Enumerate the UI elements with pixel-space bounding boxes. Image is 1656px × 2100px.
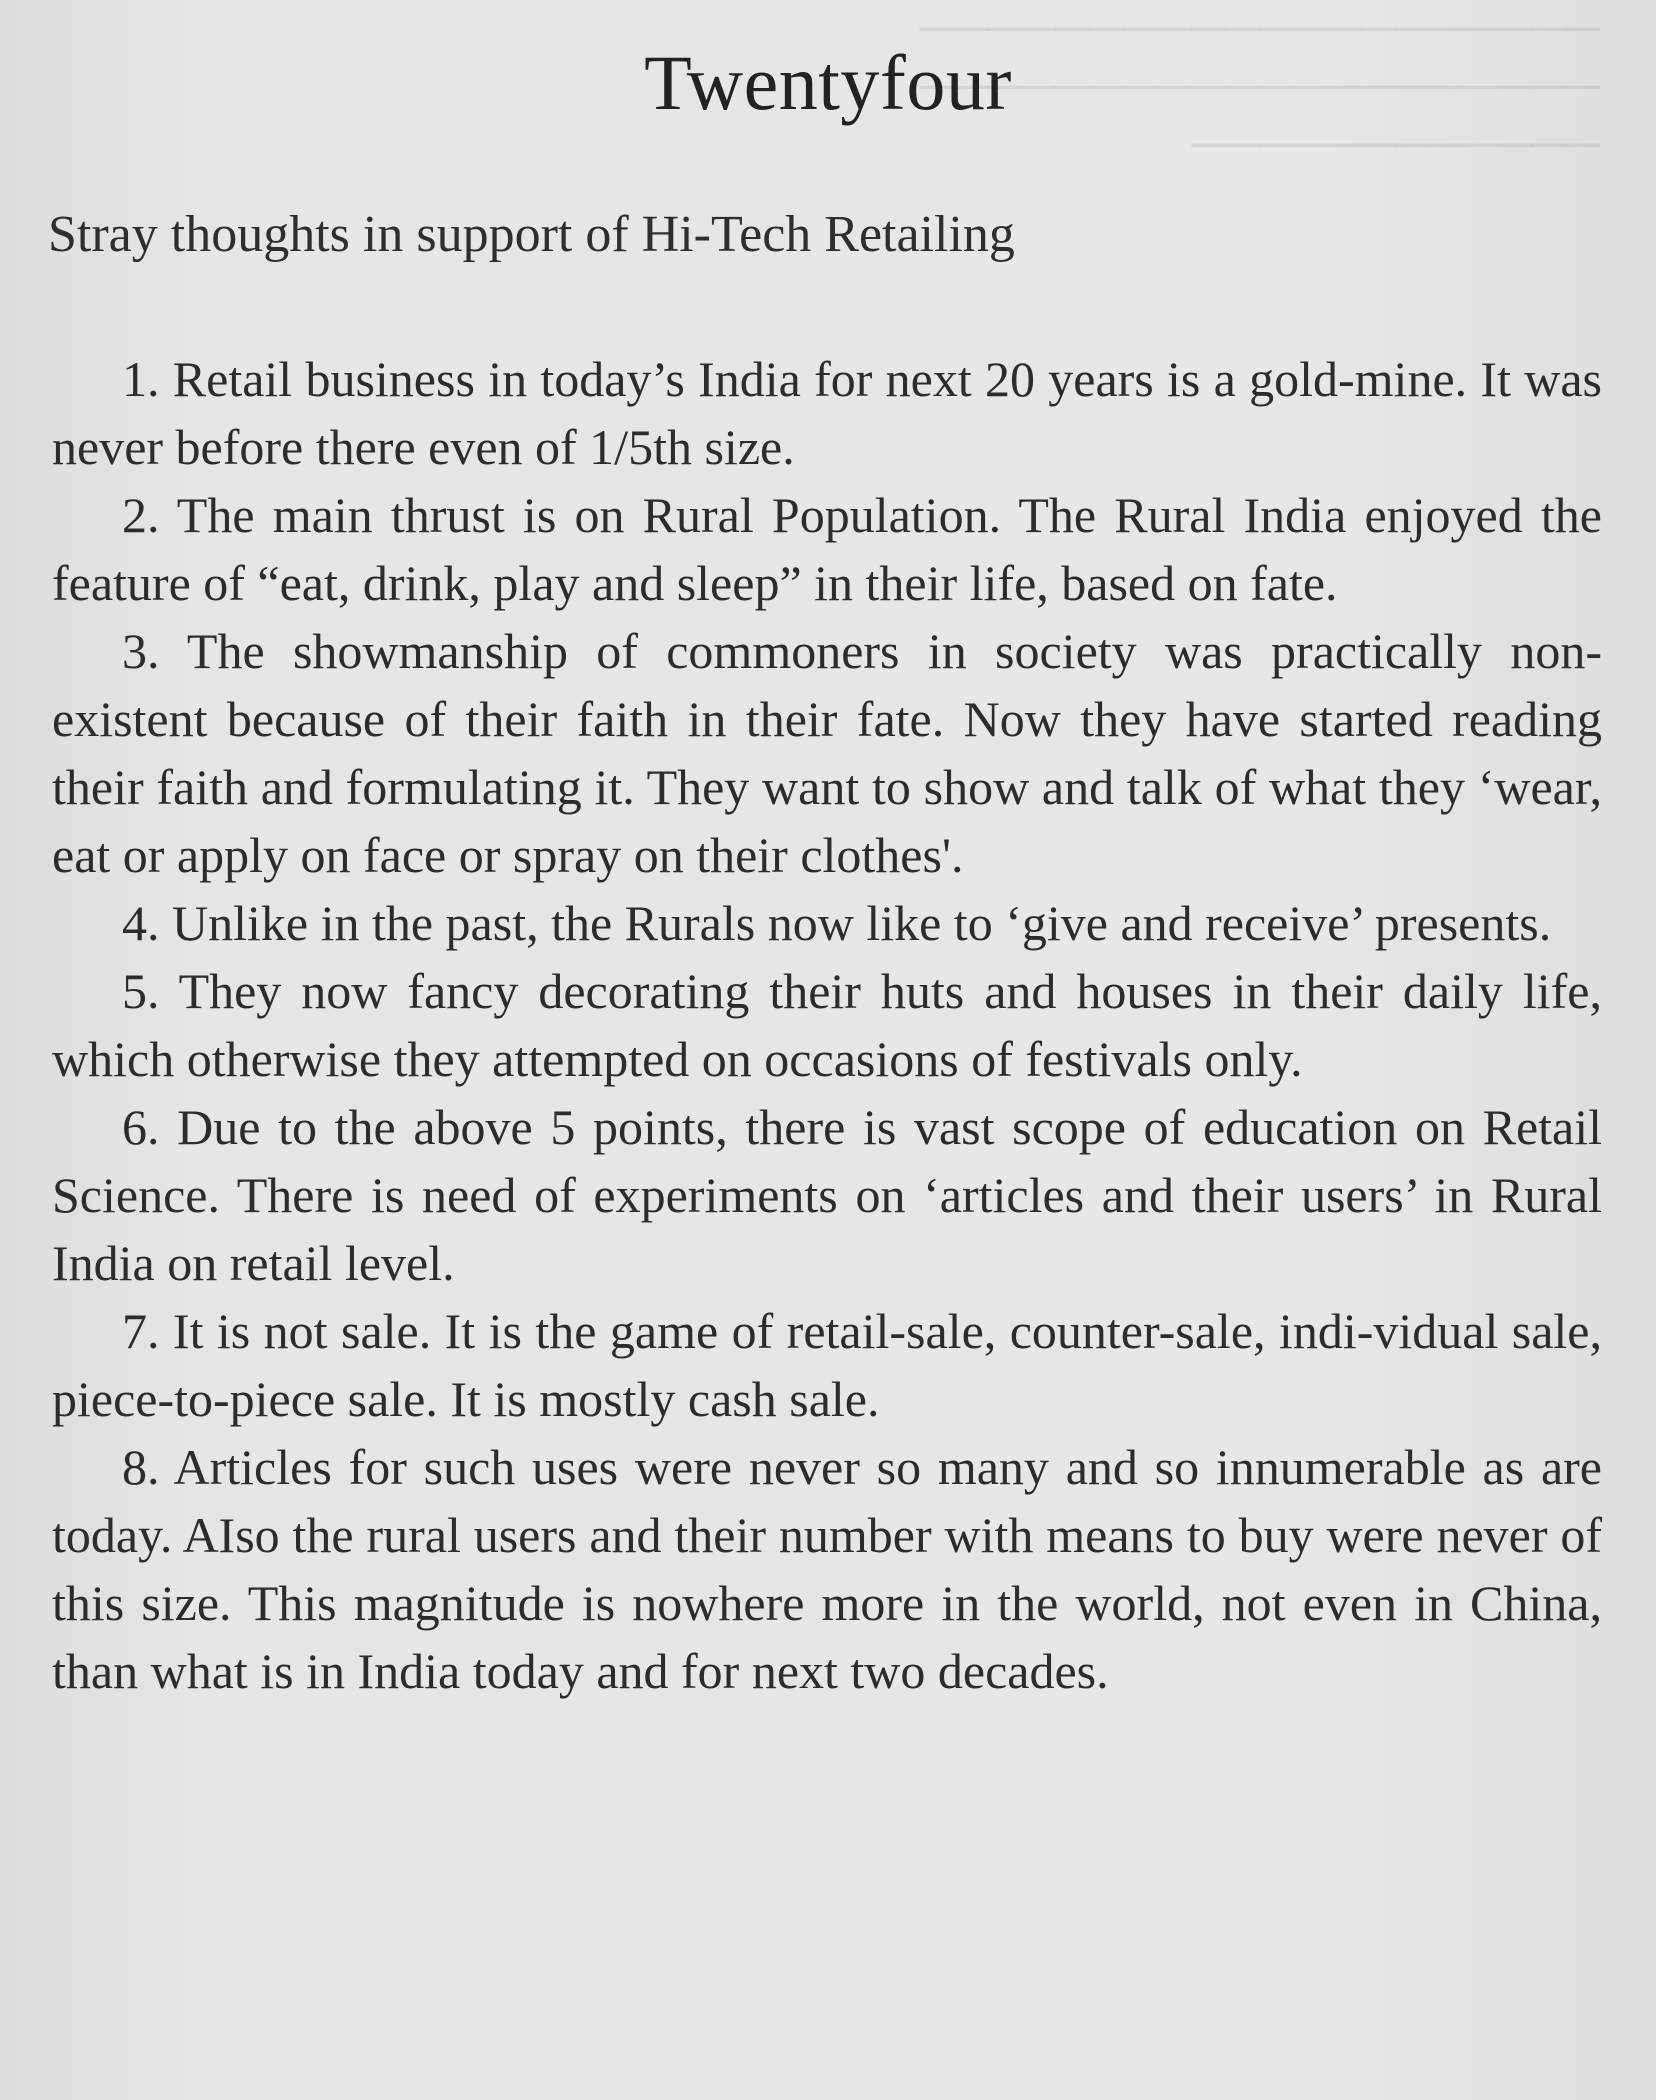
point-4: 4. Unlike in the past, the Rurals now like to ‘give and receive’ presents. bbox=[122, 895, 1552, 951]
numbered-points bbox=[52, 345, 1602, 1705]
point-2: 2. The main thrust is on Rural Population. The Rural India enjoyed the feature of “eat, drink, play and sleep” in their life, based on fate. bbox=[52, 487, 1602, 611]
point-1: 1. Retail business in today’s India for next 20 years is a gold-mine. It was never before there even of 1/5th size. bbox=[52, 351, 1602, 475]
point-3: 3. The showmanship of commoners in society was practically non-existent because of their faith in their fate. Now they have started reading their faith and formulating it. They want to show and talk of what they ‘wear, eat or apply on face or spray on their clothes'. bbox=[52, 623, 1602, 883]
point-5: 5. They now fancy decorating their huts and houses in their daily life, which otherwise they attempted on occasions of festivals only. bbox=[52, 963, 1602, 1087]
chapter-title: Twentyfour bbox=[644, 39, 1012, 126]
point-8: 8. Articles for such uses were never so many and so innumerable as are today. AIso the rural users and their number with means to buy were never of this size. This magnitude is nowhere more in the world, not even in China, than what is in India today and for next two decades. bbox=[52, 1439, 1602, 1699]
bleed-through-text: ──────────────────── ──────────────────── ──────────── bbox=[919, 2, 1600, 171]
point-7: 7. It is not sale. It is the game of retail-sale, counter-sale, indi-vidual sale, piece-to-piece sale. It is mostly cash sale. bbox=[52, 1303, 1602, 1427]
point-6: 6. Due to the above 5 points, there is vast scope of education on Retail Science. There is need of experiments on ‘articles and their users’ in Rural India on retail level. bbox=[52, 1099, 1602, 1291]
chapter-subtitle: Stray thoughts in support of Hi-Tech Retailing bbox=[48, 206, 1015, 263]
